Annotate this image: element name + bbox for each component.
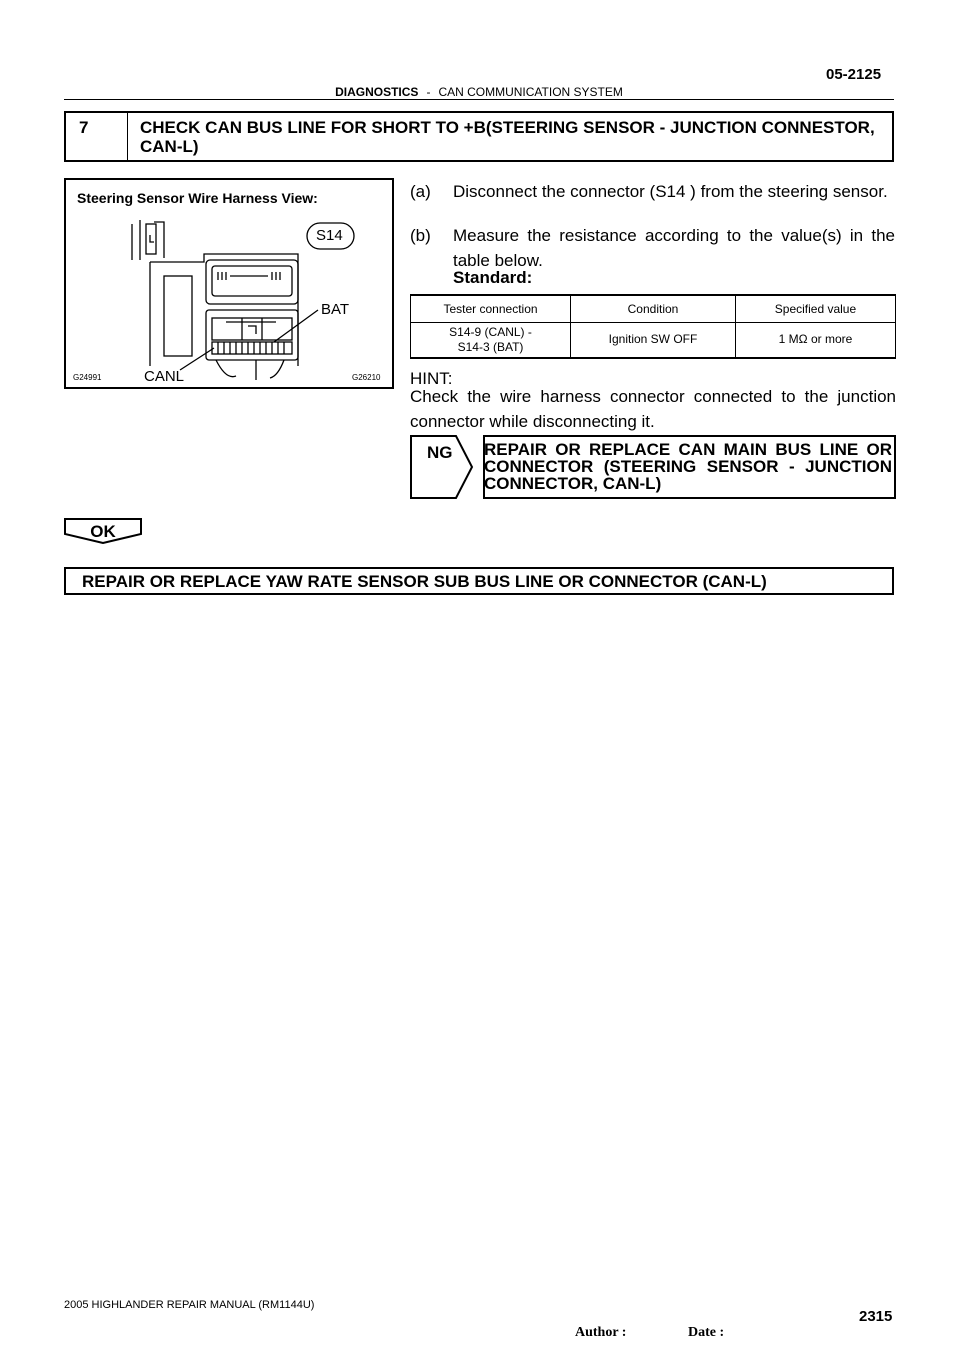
repair-action-text: REPAIR OR REPLACE YAW RATE SENSOR SUB BUS LINE OR CONNECTOR (CAN-L) [82, 572, 767, 591]
step-title: CHECK CAN BUS LINE FOR SHORT TO +B(STEERING SENSOR - JUNCTION CONNESTOR, CAN-L) [140, 118, 875, 156]
pin-label-canl: CANL [144, 368, 185, 385]
ng-label: NG [427, 443, 453, 462]
page-number: 05-2125 [826, 66, 882, 83]
figure-title: Steering Sensor Wire Harness View: [77, 190, 318, 206]
ok-result-tag [64, 518, 142, 544]
footer-author-label: Author : [575, 1325, 627, 1340]
specified-value-cell: 1 MΩ or more [735, 322, 895, 358]
figure-code-left: G24991 [73, 373, 102, 382]
section-name: DIAGNOSTICS [335, 85, 419, 99]
column-header: Condition [571, 295, 736, 322]
footer-manual-title: 2005 HIGHLANDER REPAIR MANUAL (RM1144U) [64, 1299, 315, 1311]
instruction-text: Measure the resistance according to the value(s) in the table below. [453, 226, 895, 270]
connector-id-label: S14 [316, 227, 343, 244]
section-title [64, 85, 894, 99]
column-header: Tester connection [411, 295, 571, 322]
tester-line-2: S14-3 (BAT) [457, 339, 524, 354]
tester-connection-cell [411, 322, 571, 358]
instruction-text: Disconnect the connector (S14 ) from the steering sensor. [453, 182, 888, 201]
instruction-label: (b) [410, 226, 431, 245]
hint-label: HINT: [410, 369, 453, 388]
hint-text: Check the wire harness connector connected to the junction connector while disconnecting it. [410, 387, 896, 431]
condition-cell: Ignition SW OFF [571, 322, 736, 358]
header-rule [64, 99, 894, 100]
ng-action-text: REPAIR OR REPLACE CAN MAIN BUS LINE OR CONNECTOR (STEERING SENSOR - JUNCTION CONNECTOR, CAN-L) [484, 440, 892, 493]
subsection-name: CAN COMMUNICATION SYSTEM [438, 85, 623, 99]
instruction-label: (a) [410, 182, 431, 201]
ng-result-box [410, 435, 896, 499]
footer-page-number: 2315 [859, 1308, 893, 1325]
spec-table [410, 294, 896, 359]
tester-line-1: S14-9 (CANL) - [449, 324, 532, 339]
connector-illustration [64, 178, 394, 389]
column-header: Specified value [735, 295, 895, 322]
pin-label-bat: BAT [321, 301, 350, 318]
figure-code-right: G26210 [352, 373, 381, 382]
standard-label: Standard: [453, 268, 533, 287]
table-header-row [411, 295, 896, 322]
step-number: 7 [66, 113, 128, 160]
ok-label: OK [90, 522, 116, 541]
repair-action-box [64, 567, 894, 595]
table-row [411, 322, 896, 358]
step-heading [64, 111, 894, 162]
connector-drawing [66, 180, 392, 387]
footer-date-label: Date : [688, 1325, 725, 1340]
section-separator: - [426, 85, 431, 99]
